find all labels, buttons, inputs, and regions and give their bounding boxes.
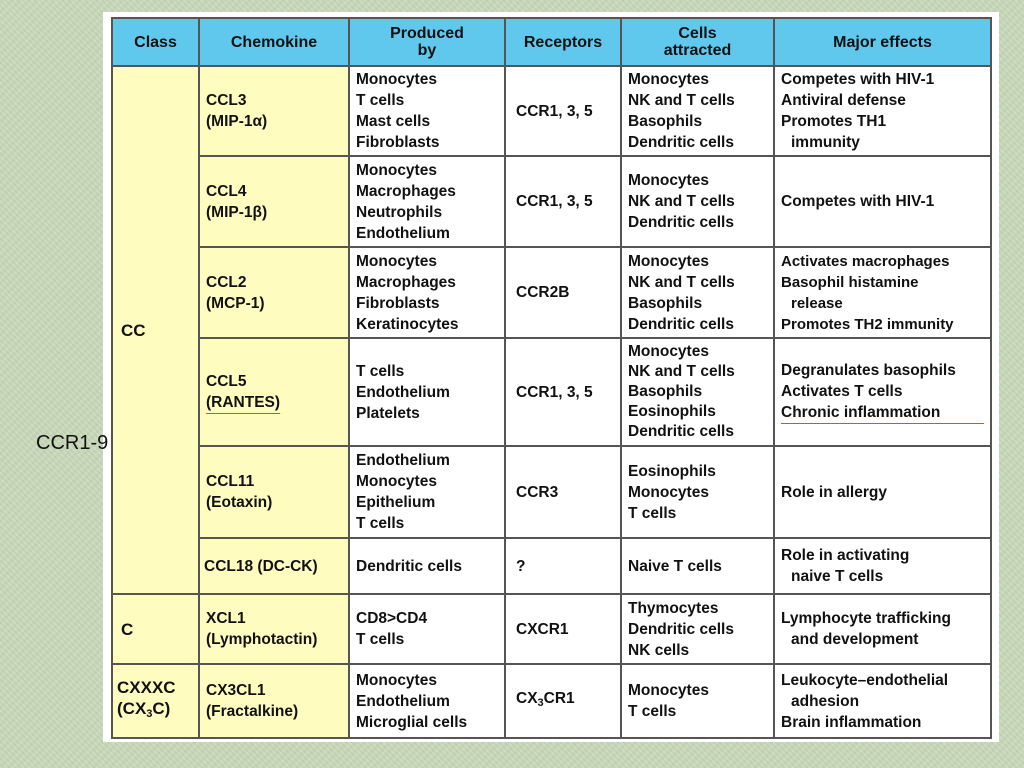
major-effects-cell: Competes with HIV-1 <box>774 156 991 247</box>
class-c: C <box>112 594 199 664</box>
produced-by-cell: Monocytes Macrophages Fibroblasts Keratinocytes <box>349 247 505 338</box>
chemokine-cell: CCL5 (RANTES) <box>199 338 349 446</box>
header-row <box>112 18 991 66</box>
chemokine-cell: CCL11 (Eotaxin) <box>199 446 349 538</box>
produced-by-cell: Monocytes T cells Mast cells Fibroblasts <box>349 66 505 156</box>
produced-by-cell: T cells Endothelium Platelets <box>349 338 505 446</box>
chemokine-cell: CCL4 (MIP-1β) <box>199 156 349 247</box>
receptors-cell: $CX_3CR1$ <box>505 664 621 738</box>
produced-by-cell: Monocytes Endothelium Microglial cells <box>349 664 505 738</box>
receptors-cell: CCR1, 3, 5 <box>505 338 621 446</box>
header-chemokine: Chemokine <box>199 18 349 66</box>
chemokine-cell: CCL3 (MIP-1α) <box>199 66 349 156</box>
cells-attracted-cell: Naive T cells <box>621 538 774 594</box>
major-effects-cell: Lymphocyte trafficking and development <box>774 594 991 664</box>
table-row <box>112 446 991 538</box>
produced-by-cell: Endothelium Monocytes Epithelium T cells <box>349 446 505 538</box>
cells-attracted-cell: Monocytes NK and T cells Dendritic cells <box>621 156 774 247</box>
header-major-effects: Major effects <box>774 18 991 66</box>
table-row <box>112 247 991 338</box>
table-row <box>112 594 991 664</box>
major-effects-cell: Competes with HIV-1 Antiviral defense Promotes TH1 immunity <box>774 66 991 156</box>
major-effects-cell: Role in allergy <box>774 446 991 538</box>
major-effects-cell: Degranulates basophils Activates T cells Chronic inflammation <box>774 338 991 446</box>
cells-attracted-cell: Monocytes NK and T cells Basophils Dendritic cells <box>621 247 774 338</box>
cells-attracted-cell: Thymocytes Dendritic cells NK cells <box>621 594 774 664</box>
major-effects-cell: Activates macrophages Basophil histamine release Promotes TH2 immunity <box>774 247 991 338</box>
header-class: Class <box>112 18 199 66</box>
cells-attracted-cell: Eosinophils Monocytes T cells <box>621 446 774 538</box>
chemokine-table <box>111 17 992 739</box>
receptors-cell: CCR1, 3, 5 <box>505 156 621 247</box>
table-row <box>112 156 991 247</box>
produced-by-cell: CD8>CD4 T cells <box>349 594 505 664</box>
header-receptors: Receptors <box>505 18 621 66</box>
cells-attracted-cell: Monocytes NK and T cells Basophils Eosinophils Dendritic cells <box>621 338 774 446</box>
major-effects-cell: Leukocyte–endothelial adhesion Brain inflammation <box>774 664 991 738</box>
chemokine-cell: CX3CL1 (Fractalkine) <box>199 664 349 738</box>
receptors-cell: CCR1, 3, 5 <box>505 66 621 156</box>
receptors-cell: CXCR1 <box>505 594 621 664</box>
receptors-cell: CCR2B <box>505 247 621 338</box>
class-cc: CC <box>112 66 199 594</box>
chemokine-cell: CCL2 (MCP-1) <box>199 247 349 338</box>
major-effects-cell: Role in activating naive T cells <box>774 538 991 594</box>
header-produced-by: Produced by <box>349 18 505 66</box>
side-label: CCR1-9 <box>36 432 109 454</box>
chemokine-cell: XCL1 (Lymphotactin) <box>199 594 349 664</box>
cells-attracted-cell: Monocytes T cells <box>621 664 774 738</box>
produced-by-cell: Monocytes Macrophages Neutrophils Endothelium <box>349 156 505 247</box>
table-row <box>112 66 991 156</box>
cells-attracted-cell: Monocytes NK and T cells Basophils Dendritic cells <box>621 66 774 156</box>
receptors-cell: ? <box>505 538 621 594</box>
table-row <box>112 338 991 446</box>
receptors-cell: CCR3 <box>505 446 621 538</box>
table-row <box>112 538 991 594</box>
chemokine-cell: CCL18 (DC-CK) <box>199 538 349 594</box>
header-cells-attracted: Cells attracted <box>621 18 774 66</box>
produced-by-cell: Dendritic cells <box>349 538 505 594</box>
table-row <box>112 664 991 738</box>
rantes-underline: (RANTES) <box>206 392 280 414</box>
chronic-inflammation-underline: Chronic inflammation <box>781 402 984 424</box>
class-cxxxc: CXXXC $(CX_3C)$ <box>112 664 199 738</box>
